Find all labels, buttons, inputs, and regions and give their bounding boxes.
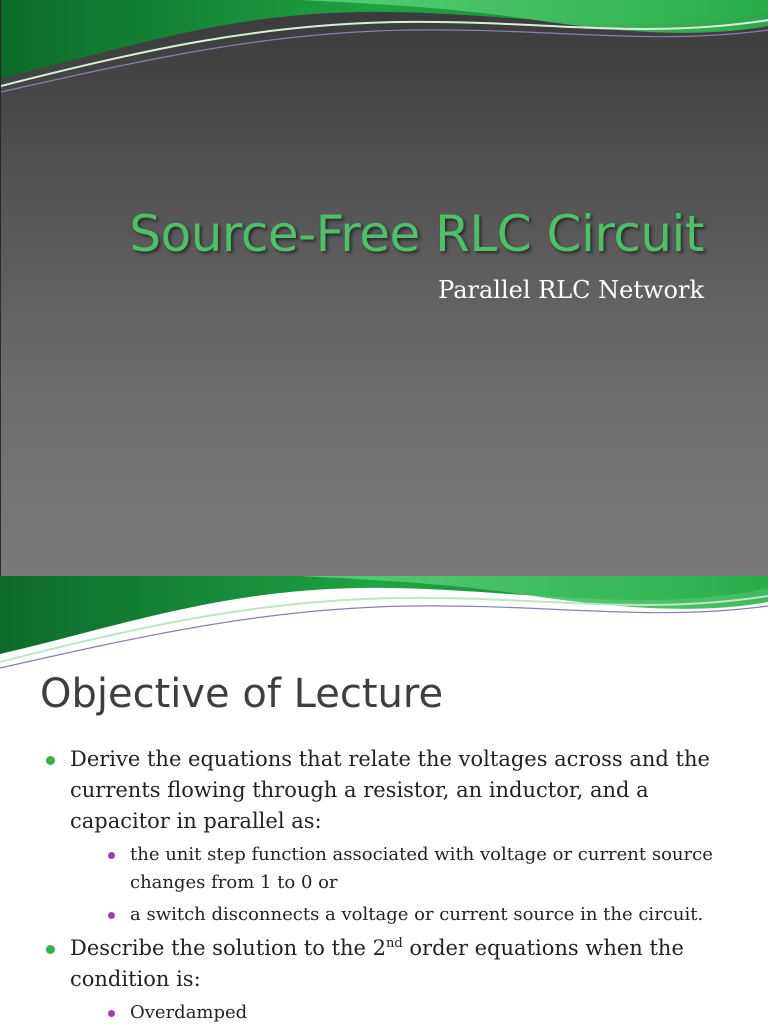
sub-bullet-list	[70, 999, 736, 1024]
sub-bullet-item	[100, 901, 736, 929]
bullet-list	[46, 744, 736, 1024]
sub-bullet-item	[100, 999, 736, 1024]
bullet-text: Derive the equations that relate the voltages across and the currents flowing through a resistor, an inductor, and a capacitor in parallel as:	[70, 747, 710, 833]
bullet-text-after: order equations when the condition is:	[70, 936, 684, 991]
sub-bullet-list	[70, 841, 736, 929]
green-wave-decoration	[0, 576, 768, 676]
bullet-item	[46, 933, 736, 1024]
green-wave-decoration	[1, 0, 768, 100]
bullet-dot-icon	[46, 756, 55, 765]
superscript: nd	[386, 936, 403, 951]
sub-bullet-item	[100, 841, 736, 897]
sub-bullet-dot-icon	[108, 1010, 115, 1017]
sub-bullet-text: Overdamped	[130, 1002, 248, 1023]
bullet-item	[46, 744, 736, 929]
sub-bullet-text: a switch disconnects a voltage or current source in the circuit.	[130, 904, 704, 925]
slide-title: Objective of Lecture	[40, 671, 444, 717]
sub-bullet-text: the unit step function associated with voltage or current source changes from 1 to 0 or	[130, 844, 713, 893]
bullet-text-before: Describe the solution to the 2	[70, 936, 387, 960]
sub-bullet-dot-icon	[108, 912, 115, 919]
objectives-slide	[0, 576, 768, 1024]
slide-subtitle: Parallel RLC Network	[438, 276, 704, 304]
slide-title: Source-Free RLC Circuit	[129, 205, 704, 263]
sub-bullet-dot-icon	[108, 852, 115, 859]
bullet-dot-icon	[46, 945, 55, 954]
